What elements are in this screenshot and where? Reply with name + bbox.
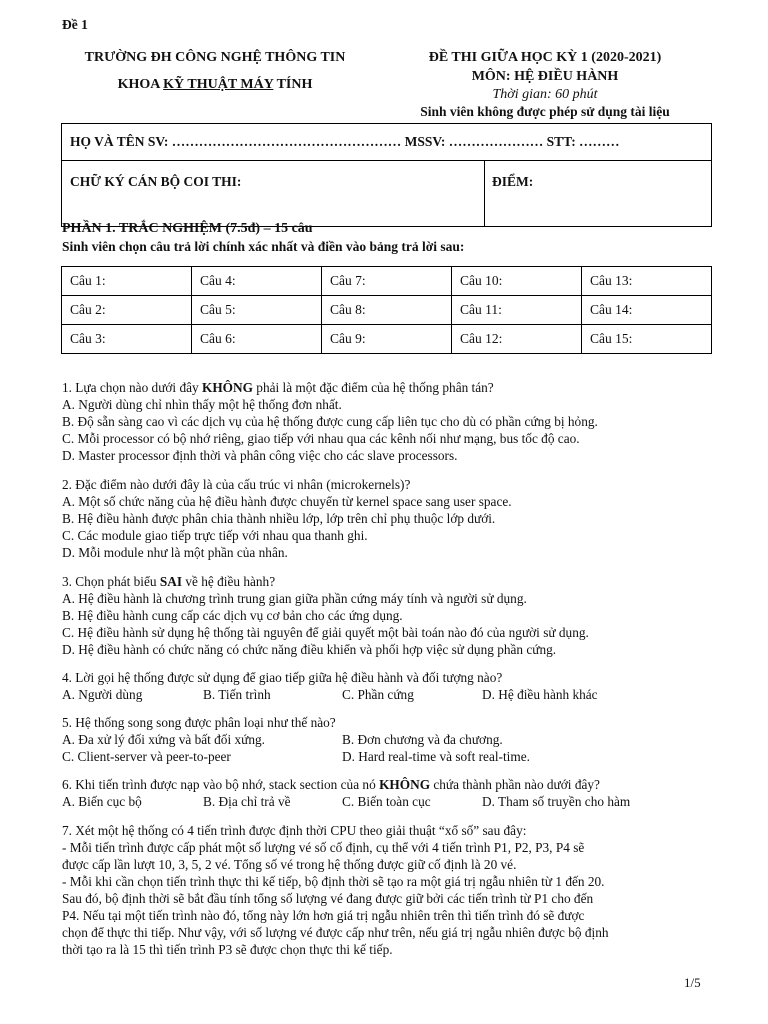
answer-cell: Câu 4:: [192, 267, 322, 296]
option: B. Hệ điều hành cung cấp các dịch vụ cơ bản cho các ứng dụng.: [62, 608, 403, 623]
option: B. Tiến trình: [203, 687, 271, 702]
option: C. Phần cứng: [342, 687, 414, 702]
score-label: ĐIỂM:: [492, 174, 534, 189]
question-1: [62, 379, 598, 464]
answer-cell: Câu 1:: [62, 267, 192, 296]
question-line: được cấp lần lượt 10, 3, 5, 2 vé. Tổng số vé trong hệ thống được giữ cố định là 20 vé.: [62, 857, 517, 872]
answer-cell: Câu 7:: [322, 267, 452, 296]
question-line: 7. Xét một hệ thống có 4 tiến trình được định thời CPU theo giải thuật “xổ số” sau đây:: [62, 823, 527, 838]
question-6: [62, 776, 702, 810]
question-stem: 5. Hệ thống song song được phân loại như thế nào?: [62, 715, 336, 730]
option: C. Mỗi processor có bộ nhớ riêng, giao tiếp với nhau qua các kênh nối như mạng, bus tốc độ cao.: [62, 431, 580, 446]
page-number: 1/5: [684, 975, 701, 990]
answer-cell: Câu 12:: [452, 325, 582, 354]
option: D. Hard real-time và soft real-time.: [342, 749, 530, 764]
option: B. Độ sẵn sàng cao vì các dịch vụ của hệ thống được cung cấp liên tục cho dù có phần cứng bị hỏng.: [62, 414, 598, 429]
answer-table: [61, 266, 712, 354]
exam-title: ĐỀ THI GIỮA HỌC KỲ 1 (2020-2021): [428, 50, 662, 65]
option: D. Hệ điều hành khác: [482, 687, 598, 702]
question-line: P4. Nếu tại một tiến trình nào đó, tổng này lớn hơn giá trị ngẫu nhiên trên thì tiến trình đó sẽ được: [62, 908, 585, 923]
answer-cell: Câu 9:: [322, 325, 452, 354]
option: D. Master processor định thời và phân công việc cho các slave processors.: [62, 448, 458, 463]
section-1-instruction: Sinh viên chọn câu trả lời chính xác nhất và điền vào bảng trả lời sau:: [62, 239, 465, 254]
question-stem: 1. Lựa chọn nào dưới đây KHÔNG phải là một đặc điểm của hệ thống phân tán?: [62, 380, 494, 395]
question-stem: 3. Chọn phát biểu SAI về hệ điều hành?: [62, 574, 276, 589]
subject: MÔN: HỆ ĐIỀU HÀNH: [471, 69, 619, 84]
section-1-title: PHẦN 1. TRẮC NGHIỆM (7.5đ) – 15 câu: [62, 221, 313, 236]
option: D. Hệ điều hành có chức năng có chức năng điều khiển và phối hợp việc sử dụng phần cứng.: [62, 642, 557, 657]
question-5: [62, 714, 702, 765]
question-stem: 2. Đặc điểm nào dưới đây là của cấu trúc vi nhân (microkernels)?: [62, 477, 411, 492]
option: C. Hệ điều hành sử dụng hệ thống tài nguyên để giải quyết một bài toán nào đó của người sử dụng.: [62, 625, 589, 640]
student-name-field: HỌ VÀ TÊN SV: …………………………………………… MSSV: ………………… STT: ………: [70, 134, 620, 149]
option: D. Mỗi module như là một phần của nhân.: [62, 545, 288, 560]
answer-cell: Câu 8:: [322, 296, 452, 325]
answer-cell: Câu 10:: [452, 267, 582, 296]
answer-cell: Câu 2:: [62, 296, 192, 325]
option: B. Hệ điều hành được phân chia thành nhiều lớp, lớp trên chỉ phụ thuộc lớp dưới.: [62, 511, 496, 526]
answer-cell: Câu 5:: [192, 296, 322, 325]
question-line: - Mỗi tiến trình được cấp phát một số lượng vé số cố định, cụ thể với 4 tiến trình P1, P2, P3, P4 sẽ: [62, 840, 585, 855]
answer-row: [62, 267, 712, 296]
answer-cell: Câu 15:: [582, 325, 712, 354]
option: D. Tham số truyền cho hàm: [482, 794, 631, 809]
option: C. Client-server và peer-to-peer: [62, 749, 231, 764]
question-stem: 6. Khi tiến trình được nạp vào bộ nhớ, stack section của nó KHÔNG chứa thành phần nào dưới đây?: [62, 777, 600, 792]
answer-cell: Câu 6:: [192, 325, 322, 354]
answer-cell: Câu 3:: [62, 325, 192, 354]
answer-cell: Câu 13:: [582, 267, 712, 296]
faculty-underlined: KỸ THUẬT MÁY: [163, 77, 274, 92]
question-3: [62, 573, 589, 658]
option: A. Người dùng chỉ nhìn thấy một hệ thống đơn nhất.: [62, 397, 342, 412]
option: B. Địa chỉ trả về: [203, 794, 291, 809]
option: C. Các module giao tiếp trực tiếp với nhau qua thanh ghi.: [62, 528, 368, 543]
option: A. Hệ điều hành là chương trình trung gian giữa phần cứng máy tính và người sử dụng.: [62, 591, 527, 606]
exam-note: Sinh viên không được phép sử dụng tài liệu: [420, 104, 670, 119]
option: A. Người dùng: [62, 687, 143, 702]
exam-code: Đề 1: [62, 17, 88, 32]
student-info-box: [61, 123, 712, 227]
answer-cell: Câu 14:: [582, 296, 712, 325]
answer-row: [62, 325, 712, 354]
university-name: TRƯỜNG ĐH CÔNG NGHỆ THÔNG TIN: [84, 50, 346, 65]
question-line: - Mỗi khi cần chọn tiến trình thực thi kế tiếp, bộ định thời sẽ tạo ra một giá trị ngẫu nhiên từ 1 đến 20.: [62, 874, 605, 889]
option: A. Một số chức năng của hệ điều hành được chuyển từ kernel space sang user space.: [62, 494, 512, 509]
question-line: Sau đó, bộ định thời sẽ bắt đầu tính tổng số lượng vé đang được giữ bởi các tiến trình từ P1 cho đến: [62, 891, 594, 906]
exam-time: Thời gian: 60 phút: [492, 87, 598, 102]
question-line: thời tạo ra là 15 thì tiến trình P3 sẽ được chọn thực thi kế tiếp.: [62, 942, 393, 957]
answer-row: [62, 296, 712, 325]
proctor-signature-label: CHỮ KÝ CÁN BỘ COI THI:: [70, 174, 242, 189]
option: A. Biến cục bộ: [62, 794, 142, 809]
option: A. Đa xử lý đối xứng và bất đối xứng.: [62, 732, 265, 747]
question-stem: 4. Lời gọi hệ thống được sử dụng để giao tiếp giữa hệ điều hành và đối tượng nào?: [62, 670, 503, 685]
faculty-name: KHOA KỸ THUẬT MÁY TÍNH: [117, 77, 313, 92]
answer-cell: Câu 11:: [452, 296, 582, 325]
question-2: [62, 476, 512, 561]
question-4: [62, 669, 702, 703]
option: B. Đơn chương và đa chương.: [342, 732, 503, 747]
question-7: [62, 822, 609, 958]
question-line: chọn để thực thi tiếp. Như vậy, với số lượng vé được cấp như trên, nếu giá trị ngẫu nhiên được bộ định: [62, 925, 609, 940]
option: C. Biến toàn cục: [342, 794, 431, 809]
